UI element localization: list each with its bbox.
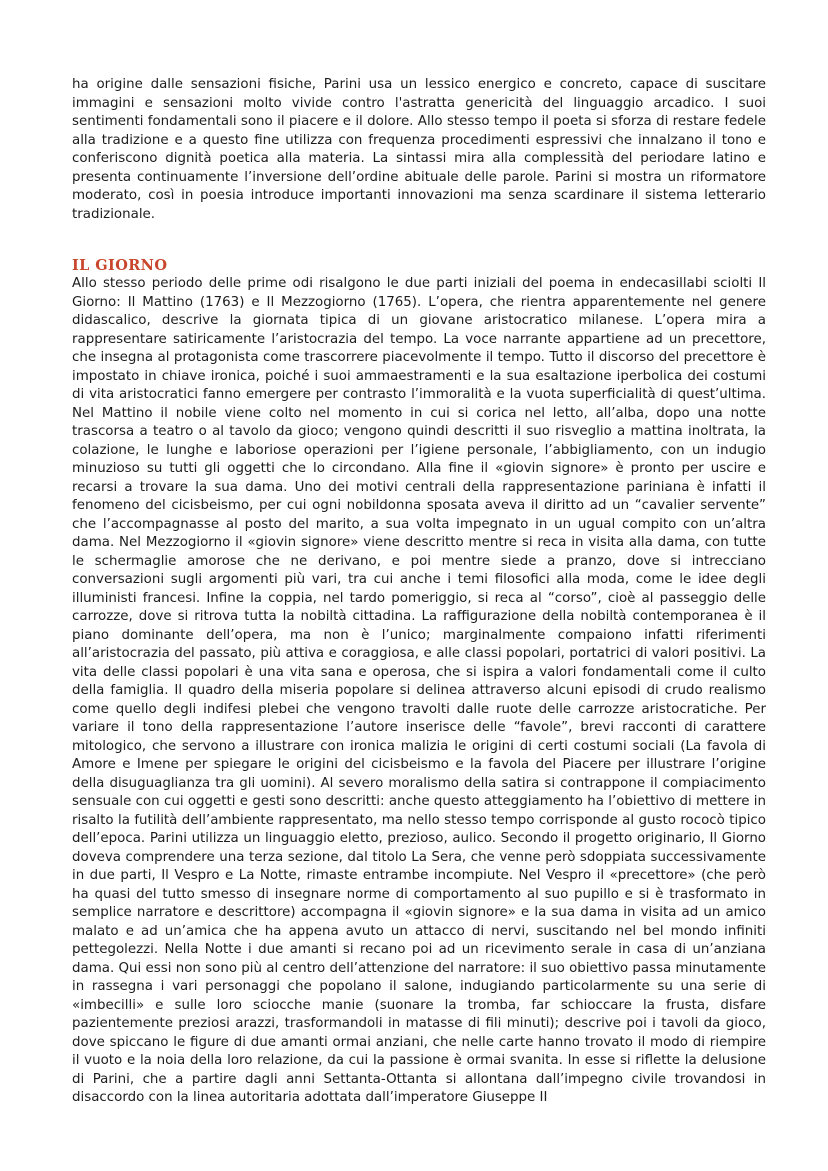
document-page — [72, 76, 766, 1108]
section-body: Allo stesso periodo delle prime odi risalgono le due parti iniziali del poema in endecasillabi sciolti Il Giorno: Il Mattino (1763) e Il Mezzogiorno (1765). L’opera, che rientra apparentemente nel genere didascalico, descrive la giornata tipica di un giovane aristocratico milanese. L’opera mira a rappresentare satiricamente l’aristocrazia del tempo. La voce narrante appartiene ad un precettore, che insegna al protagonista come trascorrere piacevolmente il tempo. Tutto il discorso del precettore è impostato in chiave ironica, poiché i suoi ammaestramenti e la sua esaltazione iperbolica dei costumi di vita aristocratici fanno emergere per contrasto l’immoralità e la vuota superficialità di quest’ultima. Nel Mattino il nobile viene colto nel momento in cui si corica nel letto, all’alba, dopo una notte trascorsa a teatro o al tavolo da gioco; vengono quindi descritti il suo risveglio a mattina inoltrata, la colazione, le lunghe e laboriose operazioni per l’igiene personale, l’abbigliamento, con un indugio minuzioso su tutti gli oggetti che lo circondano. Alla fine il «giovin signore» è pronto per uscire e recarsi a trovare la sua dama. Uno dei motivi centrali della rappresentazione pariniana è infatti il fenomeno del cicisbeismo, per cui ogni nobildonna sposata aveva il diritto ad un “cavalier servente” che l’accompagnasse al posto del marito, a sua volta impegnato in un ugual compito con un’altra dama. Nel Mezzogiorno il «giovin signore» viene descritto mentre si reca in visita alla dama, con tutte le schermaglie amorose che ne derivano, e poi mentre siede a pranzo, dove si intrecciano conversazioni sugli argomenti più vari, tra cui anche i temi filosofici alla moda, come le idee degli illuministi francesi. Infine la coppia, nel tardo pomeriggio, si reca al “corso”, cioè al passeggio delle carrozze, dove si ritrova tutta la nobiltà cittadina. La raffigurazione della nobiltà contemporanea è il piano dominante dell’opera, ma non è l’unico; marginalmente compaiono infatti riferimenti all’aristocrazia del passato, più attiva e coraggiosa, e alle classi popolari, portatrici di valori positivi. La vita delle classi popolari è una vita sana e operosa, che si ispira a valori fondamentali come il culto della famiglia. Il quadro della miseria popolare si delinea attraverso alcuni episodi di crudo realismo come quello degli indifesi plebei che vengono travolti dalle ruote delle carrozze aristocratiche. Per variare il tono della rappresentazione l’autore inserisce delle “favole”, brevi racconti di carattere mitologico, che servono a illustrare con ironica malizia le origini di certi costumi sociali (La favola di Amore e Imene per spiegare le origini del cicisbeismo e la favola del Piacere per illustrare l’origine della disuguaglianza tra gli uomini). Al severo moralismo della satira si contrappone il compiacimento sensuale con cui oggetti e gesti sono descritti: anche questo atteggiamento ha l’obiettivo di mettere in risalto la futilità dell’ambiente rappresentato, ma nello stesso tempo corrisponde al gusto rococò tipico dell’epoca. Parini utilizza un linguaggio eletto, prezioso, aulico. Secondo il progetto originario, Il Giorno doveva comprendere una terza sezione, dal titolo La Sera, che venne però sdoppiata successivamente in due parti, Il Vespro e La Notte, rimaste entrambe incompiute. Nel Vespro il «precettore» (che però ha quasi del tutto smesso di insegnare norme di comportamento al suo pupillo e si è trasformato in semplice narratore e descrittore) accompagna il «giovin signore» e la sua dama in visita ad un amico malato e ad un’amica che ha appena avuto un attacco di nervi, suscitando nel bel mondo infiniti pettegolezzi. Nella Notte i due amanti si recano poi ad un ricevimento serale in casa di un’anziana dama. Qui essi non sono più al centro dell’attenzione del narratore: il suo obiettivo passa minutamente in rassegna i vari personaggi che popolano il salone, indugiando particolarmente su una serie di «imbecilli» e sulle loro sciocche manie (suonare la tromba, far schioccare la frusta, disfare pazientemente preziosi arazzi, trasformandoli in matasse di fili minuti); descrive poi i tavoli da gioco, dove spiccano le figure di due amanti ormai anziani, che nelle carte hanno trovato il modo di riempire il vuoto e la noia della loro relazione, da cui la passione è ormai svanita. In esse si riflette la delusione di Parini, che a partire dagli anni Settanta-Ottanta si allontana dall’impegno civile trovandosi in disaccordo con la linea autoritaria adottata dall’imperatore Giuseppe II — [72, 276, 766, 1105]
section-heading: IL GIORNO — [72, 257, 168, 274]
intro-paragraph: ha origine dalle sensazioni fisiche, Parini usa un lessico energico e concreto, capace di suscitare immagini e sensazioni molto vivide contro l'astratta genericità del linguaggio arcadico. I suoi sentimenti fondamentali sono il piacere e il dolore. Allo stesso tempo il poeta si sforza di restare fedele alla tradizione e a questo fine utilizza con frequenza procedimenti espressivi che innalzano il tono e conferiscono dignità poetica alla materia. La sintassi mira alla complessità del periodare latino e presenta continuamente l’inversione dell’ordine abituale delle parole. Parini si mostra un riformatore moderato, così in poesia introduce importanti innovazioni ma senza scardinare il sistema letterario tradizionale. — [72, 77, 766, 222]
